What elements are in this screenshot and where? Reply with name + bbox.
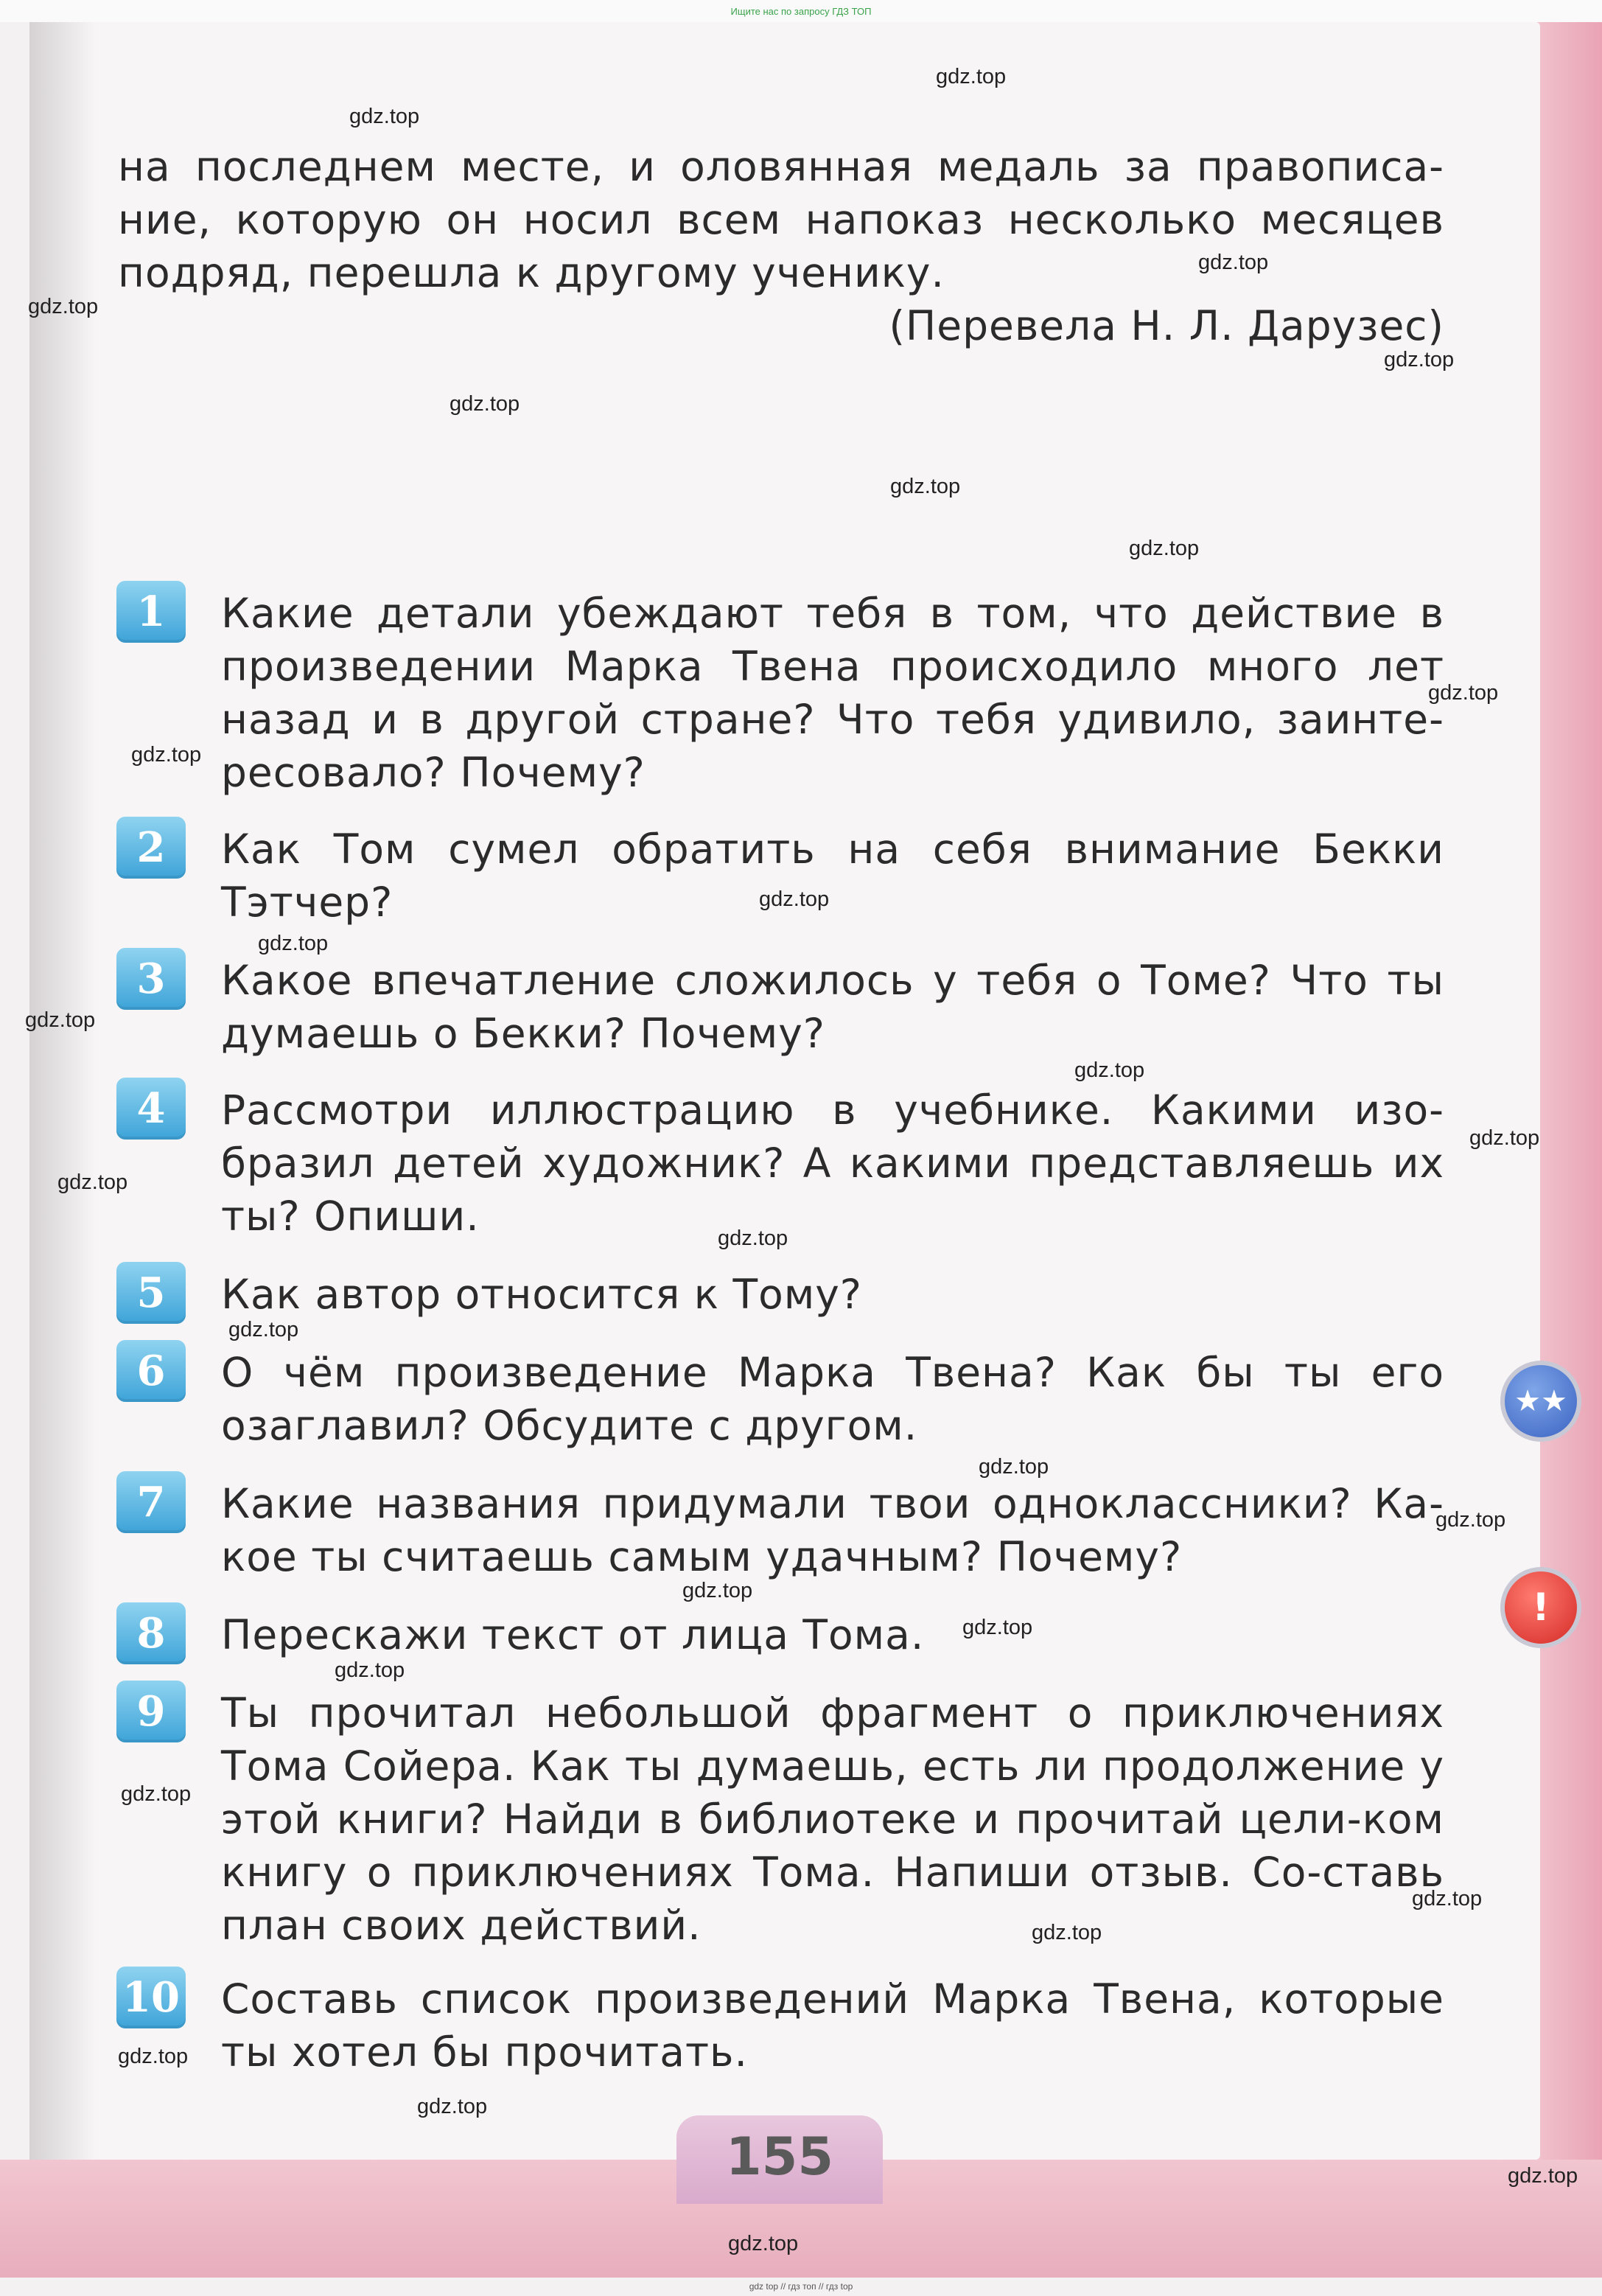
intro-line-2: ние, которую он носил всем напоказ несколько месяцев xyxy=(118,196,1444,243)
question-text-6: О чём произведение Марка Твена? Как бы ты его озаглавил? Обсудите с другом. xyxy=(221,1349,1444,1449)
top-banner: Ищите нас по запросу ГДЗ ТОП xyxy=(730,6,872,17)
exclamation-icon: ! xyxy=(1532,1585,1550,1630)
stars-button[interactable] xyxy=(1500,1361,1581,1442)
question-text-2: Как Том сумел обратить на себя внимание Бекки Тэтчер? xyxy=(221,826,1444,926)
question-number-9: 9 xyxy=(116,1681,186,1742)
question-text-3: Какое впечатление сложилось у тебя о Томе? Что ты думаешь о Бекки? Почему? xyxy=(221,957,1444,1057)
watermark: gdz.top xyxy=(417,2095,488,2118)
question-number-5: 5 xyxy=(116,1262,186,1324)
watermark: gdz.top xyxy=(118,2045,189,2068)
watermark: gdz.top xyxy=(1074,1058,1145,1082)
watermark: gdz.top xyxy=(962,1616,1033,1639)
stars-icon: ★★ xyxy=(1514,1384,1567,1418)
question-number-4: 4 xyxy=(116,1078,186,1140)
watermark: gdz.top xyxy=(1384,348,1455,371)
question-number-7: 7 xyxy=(116,1471,186,1533)
watermark: gdz.top xyxy=(1428,681,1499,705)
watermark: gdz.top xyxy=(25,1008,96,1032)
question-text-8: Перескажи текст от лица Тома. xyxy=(221,1611,925,1658)
page-number: 155 xyxy=(725,2126,834,2187)
watermark: gdz.top xyxy=(335,1658,405,1682)
watermark: gdz.top xyxy=(936,65,1007,88)
question-number-2: 2 xyxy=(116,817,186,879)
intro-line-1: на последнем месте, и оловянная медаль за правописа- xyxy=(118,143,1444,190)
question-text-5: Как автор относится к Тому? xyxy=(221,1271,862,1318)
watermark: gdz.top xyxy=(349,105,420,128)
watermark: gdz.top xyxy=(759,887,830,911)
watermark: gdz.top xyxy=(1412,1887,1483,1911)
question-number-6: 6 xyxy=(116,1340,186,1402)
question-text-7: Какие названия придумали твои одноклассники? Ка-кое ты считаешь самым удачным? Почему? xyxy=(221,1480,1444,1580)
question-number-8: 8 xyxy=(116,1602,186,1664)
watermark: gdz.top xyxy=(121,1782,192,1806)
watermark: gdz.top xyxy=(1198,251,1269,274)
question-text-4: Рассмотри иллюстрацию в учебнике. Какими изо-бразил детей художник? А какими представляешь их ты? Опиши. xyxy=(221,1086,1444,1240)
watermark: gdz.top xyxy=(258,932,329,955)
watermark: gdz.top xyxy=(728,2232,799,2255)
intro-line-3: подряд, перешла к другому ученику. xyxy=(118,249,945,296)
question-text-9: Ты прочитал небольшой фрагмент о приключениях Тома Сойера. Как ты думаешь, есть ли продолжение у этой книги? Найди в библиотеке и прочитай цели-ком книгу о приключениях Тома. Напиши отзыв. Со-ставь план своих действий. xyxy=(221,1689,1444,1949)
watermark: gdz.top xyxy=(1129,537,1200,560)
watermark: gdz.top xyxy=(57,1170,128,1194)
question-text-10: Составь список произведений Марка Твена, которые ты хотел бы прочитать. xyxy=(221,1975,1444,2076)
watermark: gdz.top xyxy=(28,295,99,318)
watermark: gdz.top xyxy=(450,392,520,416)
watermark: gdz.top xyxy=(718,1226,788,1250)
question-text-1: Какие детали убеждают тебя в том, что действие в произведении Марка Твена происходило много лет назад и в другой стране? Что тебя удивило, заинте-ресовало? Почему? xyxy=(221,590,1444,796)
watermark: gdz.top xyxy=(890,475,961,498)
watermark: gdz.top xyxy=(1469,1126,1540,1150)
translator-credit: (Перевела Н. Л. Дарузес) xyxy=(889,302,1444,349)
bottom-banner: gdz top // гдз топ // гдз top xyxy=(749,2281,853,2292)
watermark: gdz.top xyxy=(131,743,202,767)
question-number-10: 10 xyxy=(116,1967,186,2028)
watermark: gdz.top xyxy=(979,1455,1049,1479)
question-number-1: 1 xyxy=(116,581,186,643)
page-spine-shadow xyxy=(28,22,99,2160)
question-number-3: 3 xyxy=(116,948,186,1010)
watermark: gdz.top xyxy=(1032,1921,1102,1944)
watermark: gdz.top xyxy=(1508,2164,1578,2188)
watermark: gdz.top xyxy=(1435,1508,1506,1532)
alert-button[interactable] xyxy=(1500,1567,1581,1648)
watermark: gdz.top xyxy=(228,1318,299,1341)
watermark: gdz.top xyxy=(682,1579,753,1602)
